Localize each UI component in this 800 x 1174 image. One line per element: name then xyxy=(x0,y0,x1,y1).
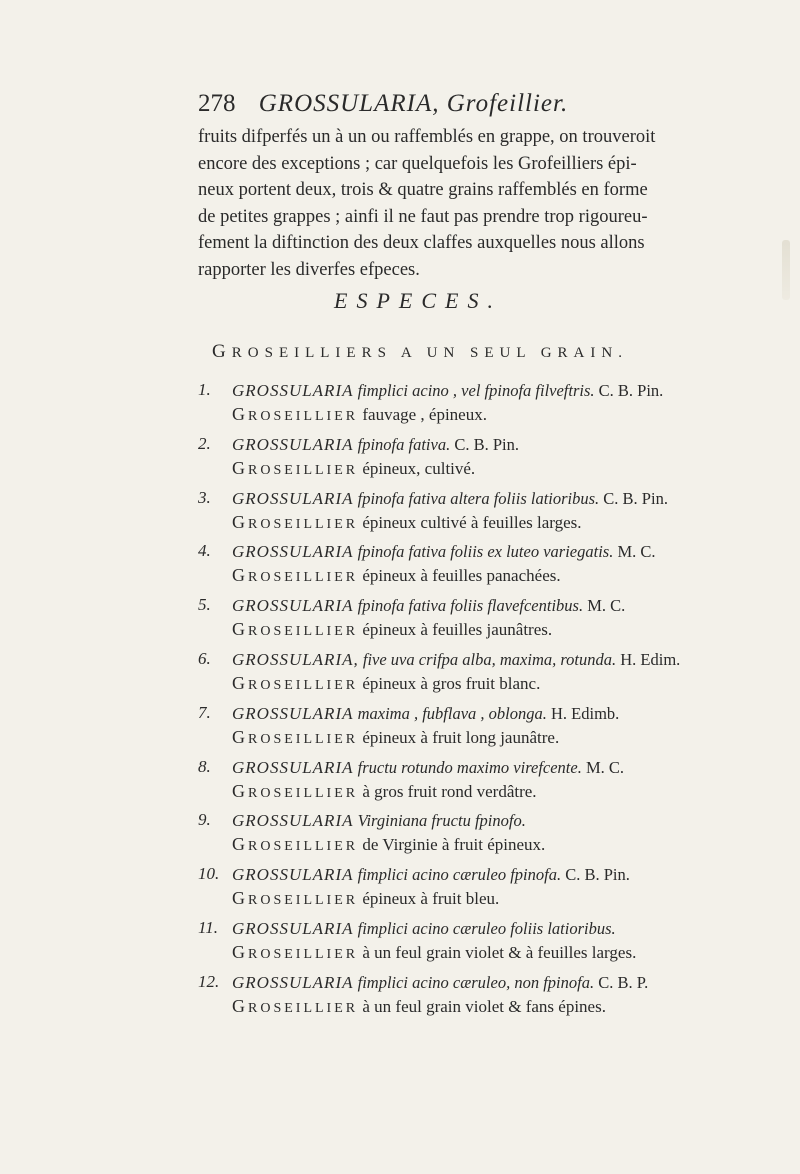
french-genus xyxy=(232,404,359,424)
latin-name xyxy=(232,757,624,779)
french-genus xyxy=(232,727,359,747)
text-line: rapporter les diverfes efpeces. xyxy=(198,259,420,280)
latin-name xyxy=(232,380,663,402)
french-genus xyxy=(232,781,359,801)
genus-name: GROSSULARIA xyxy=(232,381,354,400)
subheading-initial: G xyxy=(212,341,232,362)
intro-paragraph xyxy=(198,124,778,283)
entry-number: 12. xyxy=(198,972,220,991)
french-genus-rest: ROSEILLIER xyxy=(248,893,359,908)
entry-number: 11. xyxy=(198,918,218,937)
french-genus-initial: G xyxy=(232,673,248,693)
authority: C. B. P. xyxy=(598,973,649,992)
authority: C. B. Pin. xyxy=(598,381,664,400)
latin-name xyxy=(232,488,668,510)
french-description: à un feul grain violet & à feuilles larges. xyxy=(362,943,637,962)
latin-name xyxy=(232,434,519,456)
genus-name: GROSSULARIA xyxy=(232,435,354,454)
french-genus-rest: ROSEILLIER xyxy=(248,947,359,962)
authority: C. B. Pin. xyxy=(565,865,630,884)
french-genus-rest: ROSEILLIER xyxy=(248,463,359,478)
french-name xyxy=(232,457,475,482)
entry-number: 5. xyxy=(198,595,211,614)
french-genus-rest: ROSEILLIER xyxy=(248,786,359,801)
french-genus xyxy=(232,942,359,962)
text-line: encore des exceptions ; car quelquefois les Grofeilliers épi- xyxy=(198,153,637,174)
latin-name xyxy=(232,918,616,940)
entry-number: 8. xyxy=(198,757,211,776)
latin-description: fructu rotundo maximo virefcente. xyxy=(357,758,582,777)
authority: C. B. Pin. xyxy=(454,435,519,454)
french-genus-rest: ROSEILLIER xyxy=(248,517,359,532)
genus-name: GROSSULARIA xyxy=(232,865,354,884)
french-name xyxy=(232,726,559,751)
french-name xyxy=(232,511,582,536)
french-name xyxy=(232,995,606,1020)
french-genus xyxy=(232,834,359,854)
genus-name: GROSSULARIA xyxy=(232,919,354,938)
entry-number: 9. xyxy=(198,810,211,829)
text-line: fement la diftinction des deux claffes auxquelles nous allons xyxy=(198,233,645,253)
french-genus-initial: G xyxy=(232,888,248,908)
french-description: épineux à feuilles panachées. xyxy=(362,566,561,585)
french-genus-initial: G xyxy=(232,404,248,424)
authority: H. Edim. xyxy=(620,650,681,669)
french-genus-rest: ROSEILLIER xyxy=(248,732,359,747)
french-description: épineux cultivé à feuilles larges. xyxy=(362,513,582,532)
french-name xyxy=(232,618,552,643)
french-genus-initial: G xyxy=(232,727,248,747)
page-title: GROSSULARIA, Grofeillier. xyxy=(258,90,569,117)
authority: M. C. xyxy=(585,758,625,777)
latin-description: fimplici acino , vel fpinofa filveftris. xyxy=(357,381,595,400)
page-number: 278 xyxy=(198,90,236,117)
french-name xyxy=(232,887,499,912)
genus-name: GROSSULARIA xyxy=(232,542,354,561)
latin-name xyxy=(232,972,648,994)
entry-number: 1. xyxy=(198,380,211,399)
french-description: épineux à feuilles jaunâtres. xyxy=(362,620,553,639)
french-genus-rest: ROSEILLIER xyxy=(248,409,359,424)
french-name xyxy=(232,833,545,858)
entry-number: 2. xyxy=(198,434,211,453)
french-description: épineux à fruit bleu. xyxy=(362,889,500,908)
french-genus xyxy=(232,619,359,639)
text-line: neux portent deux, trois & quatre grains raffemblés en forme xyxy=(198,180,648,200)
authority: H. Edimb. xyxy=(551,704,620,723)
french-name xyxy=(232,564,561,589)
genus-name: GROSSULARIA xyxy=(232,596,354,615)
french-description: épineux à fruit long jaunâtre. xyxy=(362,728,560,747)
latin-name xyxy=(232,810,526,832)
genus-name: GROSSULARIA xyxy=(232,489,354,508)
latin-description: fpinofa fativa foliis flavefcentibus. xyxy=(357,596,584,615)
french-description: fauvage , épineux. xyxy=(362,405,487,424)
latin-name xyxy=(232,703,619,725)
latin-description: fimplici acino cæruleo fpinofa. xyxy=(357,865,562,884)
french-description: épineux à gros fruit blanc. xyxy=(362,674,541,693)
french-description: à gros fruit rond verdâtre. xyxy=(362,782,537,801)
subheading-rest: ROSEILLIERS A UN SEUL GRAIN. xyxy=(231,345,628,361)
latin-description: fimplici acino cæruleo, non fpinofa. xyxy=(357,973,595,992)
french-genus xyxy=(232,512,359,532)
french-name xyxy=(232,941,636,966)
latin-name xyxy=(232,541,656,563)
latin-description: fpinofa fativa. xyxy=(357,435,451,454)
french-genus-rest: ROSEILLIER xyxy=(248,1001,359,1016)
french-description: à un feul grain violet & fans épines. xyxy=(362,997,606,1016)
entry-number: 7. xyxy=(198,703,211,722)
latin-name xyxy=(232,595,625,617)
french-genus-rest: ROSEILLIER xyxy=(248,624,359,639)
authority: C. B. Pin. xyxy=(603,489,668,508)
french-name xyxy=(232,672,540,697)
latin-description: five uva crifpa alba, maxima, rotunda. xyxy=(362,650,617,669)
french-genus-initial: G xyxy=(232,781,248,801)
french-genus-initial: G xyxy=(232,942,248,962)
latin-name xyxy=(232,649,680,671)
genus-name: GROSSULARIA xyxy=(232,973,354,992)
authority: M. C. xyxy=(587,596,626,615)
french-genus-initial: G xyxy=(232,512,248,532)
latin-description: maxima , fubflava , oblonga. xyxy=(357,704,547,723)
french-genus-rest: ROSEILLIER xyxy=(248,570,359,585)
french-genus xyxy=(232,565,359,585)
french-genus xyxy=(232,996,359,1016)
genus-name: GROSSULARIA xyxy=(232,758,354,777)
entry-number: 3. xyxy=(198,488,211,507)
french-name xyxy=(232,780,537,805)
genus-name: GROSSULARIA xyxy=(232,704,354,723)
latin-description: fimplici acino cæruleo foliis latioribus. xyxy=(357,919,616,938)
genus-name: GROSSULARIA, xyxy=(232,650,359,669)
entry-number: 4. xyxy=(198,541,211,560)
latin-description: fpinofa fativa foliis ex luteo variegatis. xyxy=(357,542,614,561)
french-name xyxy=(232,403,487,428)
french-description: de Virginie à fruit épineux. xyxy=(362,835,546,854)
french-genus-initial: G xyxy=(232,458,248,478)
text-line: de petites grappes ; ainfi il ne faut pas prendre trop rigoureu- xyxy=(198,206,648,227)
running-header xyxy=(198,90,758,118)
latin-name xyxy=(232,864,630,886)
french-description: épineux, cultivé. xyxy=(362,459,476,478)
authority: M. C. xyxy=(617,542,656,561)
entry-number: 6. xyxy=(198,649,211,668)
paper-stain xyxy=(782,240,790,300)
french-genus-initial: G xyxy=(232,619,248,639)
french-genus-initial: G xyxy=(232,834,248,854)
subheading xyxy=(0,341,800,363)
french-genus-initial: G xyxy=(232,565,248,585)
entry-number: 10. xyxy=(198,864,220,883)
french-genus xyxy=(232,458,359,478)
french-genus-initial: G xyxy=(232,996,248,1016)
latin-description: fpinofa fativa altera foliis latioribus. xyxy=(357,489,600,508)
section-title: ESPECES. xyxy=(334,288,502,313)
text-line: fruits difperfés un à un ou raffemblés en grappe, on trouveroit xyxy=(198,127,656,147)
french-genus-rest: ROSEILLIER xyxy=(248,839,359,854)
latin-description: Virginiana fructu fpinofo. xyxy=(357,811,526,830)
genus-name: GROSSULARIA xyxy=(232,811,354,830)
french-genus-rest: ROSEILLIER xyxy=(248,678,359,693)
french-genus xyxy=(232,673,359,693)
french-genus xyxy=(232,888,359,908)
